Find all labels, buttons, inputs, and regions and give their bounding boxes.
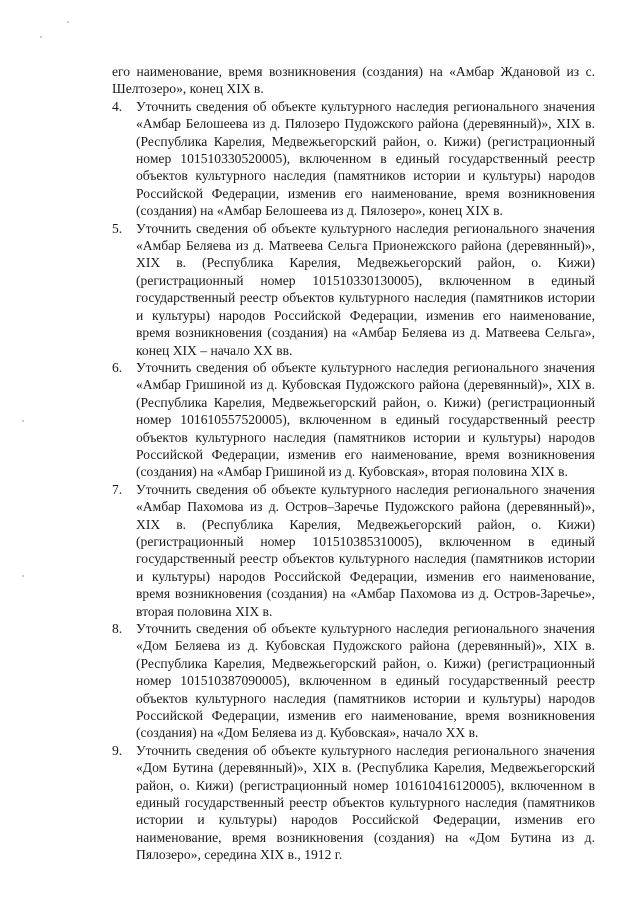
item-number: 8.: [112, 621, 123, 636]
item-number: 5.: [112, 220, 123, 236]
list-item-8: [112, 620, 595, 742]
item-number: 6.: [112, 359, 123, 375]
item-number: 7.: [112, 481, 123, 497]
item-text: Уточнить сведения об объекте культурного наследия регионального значения «Амбар Беляева из д. Матвеева Сельга Прионежского района (деревянный)», XIX в. (Республика Карелия, Медвежьегорский район, о. Кижи) (регистрационный номер 101510330130005), включенном в единый государственный реестр объектов культурного наследия (памятников истории и культуры) народов Российской Федерации, изменив его наименование, время возникновения (создания) на «Амбар Беляева из д. Матвеева Сельга», конец XIX – начало XX вв.: [136, 220, 595, 358]
list-item-9: [112, 742, 595, 864]
item-text: Уточнить сведения об объекте культурного наследия регионального значения «Дом Бутина (деревянный)», XIX в. (Республика Карелия, Медвежьегорский район, о. Кижи) (регистрационный номер 101610416120005), включенном в единый государственный реестр объектов культурного наследия (памятников истории и культуры) народов Российской Федерации, изменив его наименование, время возникновения (создания) на «Дом Бутина из д. Пялозеро», середина XIX в., 1912 г.: [136, 742, 595, 863]
item-text: Уточнить сведения об объекте культурного наследия регионального значения «Амбар Белошеева из д. Пялозеро Пудожского района (деревянный)», XIX в. (Республика Карелия, Медвежьегорский район, о. Кижи) (регистрационный номер 101510330520005), включенном в единый государственный реестр объектов культурного наследия (памятников истории и культуры) народов Российской Федерации, изменив его наименование, время возникновения (создания) на «Амбар Белошеева из д. Пялозеро», конец XIX в.: [136, 98, 595, 219]
list-item-5: [112, 220, 595, 359]
item-text: Уточнить сведения об объекте культурного наследия регионального значения «Амбар Пахомова из д. Остров–Заречье Пудожского района (деревянный)», XIX в. (Республика Карелия, Медвежьегорский район, о. Кижи) (регистрационный номер 101510385310005), включенном в единый государственный реестр объектов культурного наследия (памятников истории и культуры) народов Российской Федерации, изменив его наименование, время возникновения (создания) на «Амбар Пахомова из д. Остров-Заречье», вторая половина XIX в.: [136, 481, 595, 619]
list-item-7: [112, 481, 595, 620]
continuation-paragraph: его наименование, время возникновения (создания) на «Амбар Ждановой из с. Шелтозеро», конец XIX в.: [112, 64, 595, 97]
scan-speck: [67, 21, 69, 23]
document-body: [112, 63, 595, 864]
scan-speck: [22, 420, 24, 422]
item-number: 4.: [112, 98, 123, 114]
scan-speck: [22, 575, 24, 577]
item-text: Уточнить сведения об объекте культурного наследия регионального значения «Дом Беляева из д. Кубовская Пудожского района (деревянный)», XIX в. (Республика Карелия, Медвежьегорский район, о. Кижи) (регистрационный номер 101510387090005), включенном в единый государственный реестр объектов культурного наследия (памятников истории и культуры) народов Российской Федерации, изменив его наименование, время возникновения (создания) на «Дом Беляева из д. Кубовская», начало XX в.: [136, 621, 595, 741]
list-item-4: [112, 98, 595, 220]
list-item-6: [112, 359, 595, 481]
scan-speck: [40, 36, 42, 38]
item-number: 9.: [112, 742, 123, 758]
item-text: Уточнить сведения об объекте культурного наследия регионального значения «Амбар Гришиной из д. Кубовская Пудожского района (деревянный)», XIX в. (Республика Карелия, Медвежьегорский район, о. Кижи) (регистрационный номер 101610557520005), включенном в единый государственный реестр объектов культурного наследия (памятников истории и культуры) народов Российской Федерации, изменив его наименование, время возникновения (создания) на «Амбар Гришиной из д. Кубовская», вторая половина XIX в.: [136, 359, 595, 480]
